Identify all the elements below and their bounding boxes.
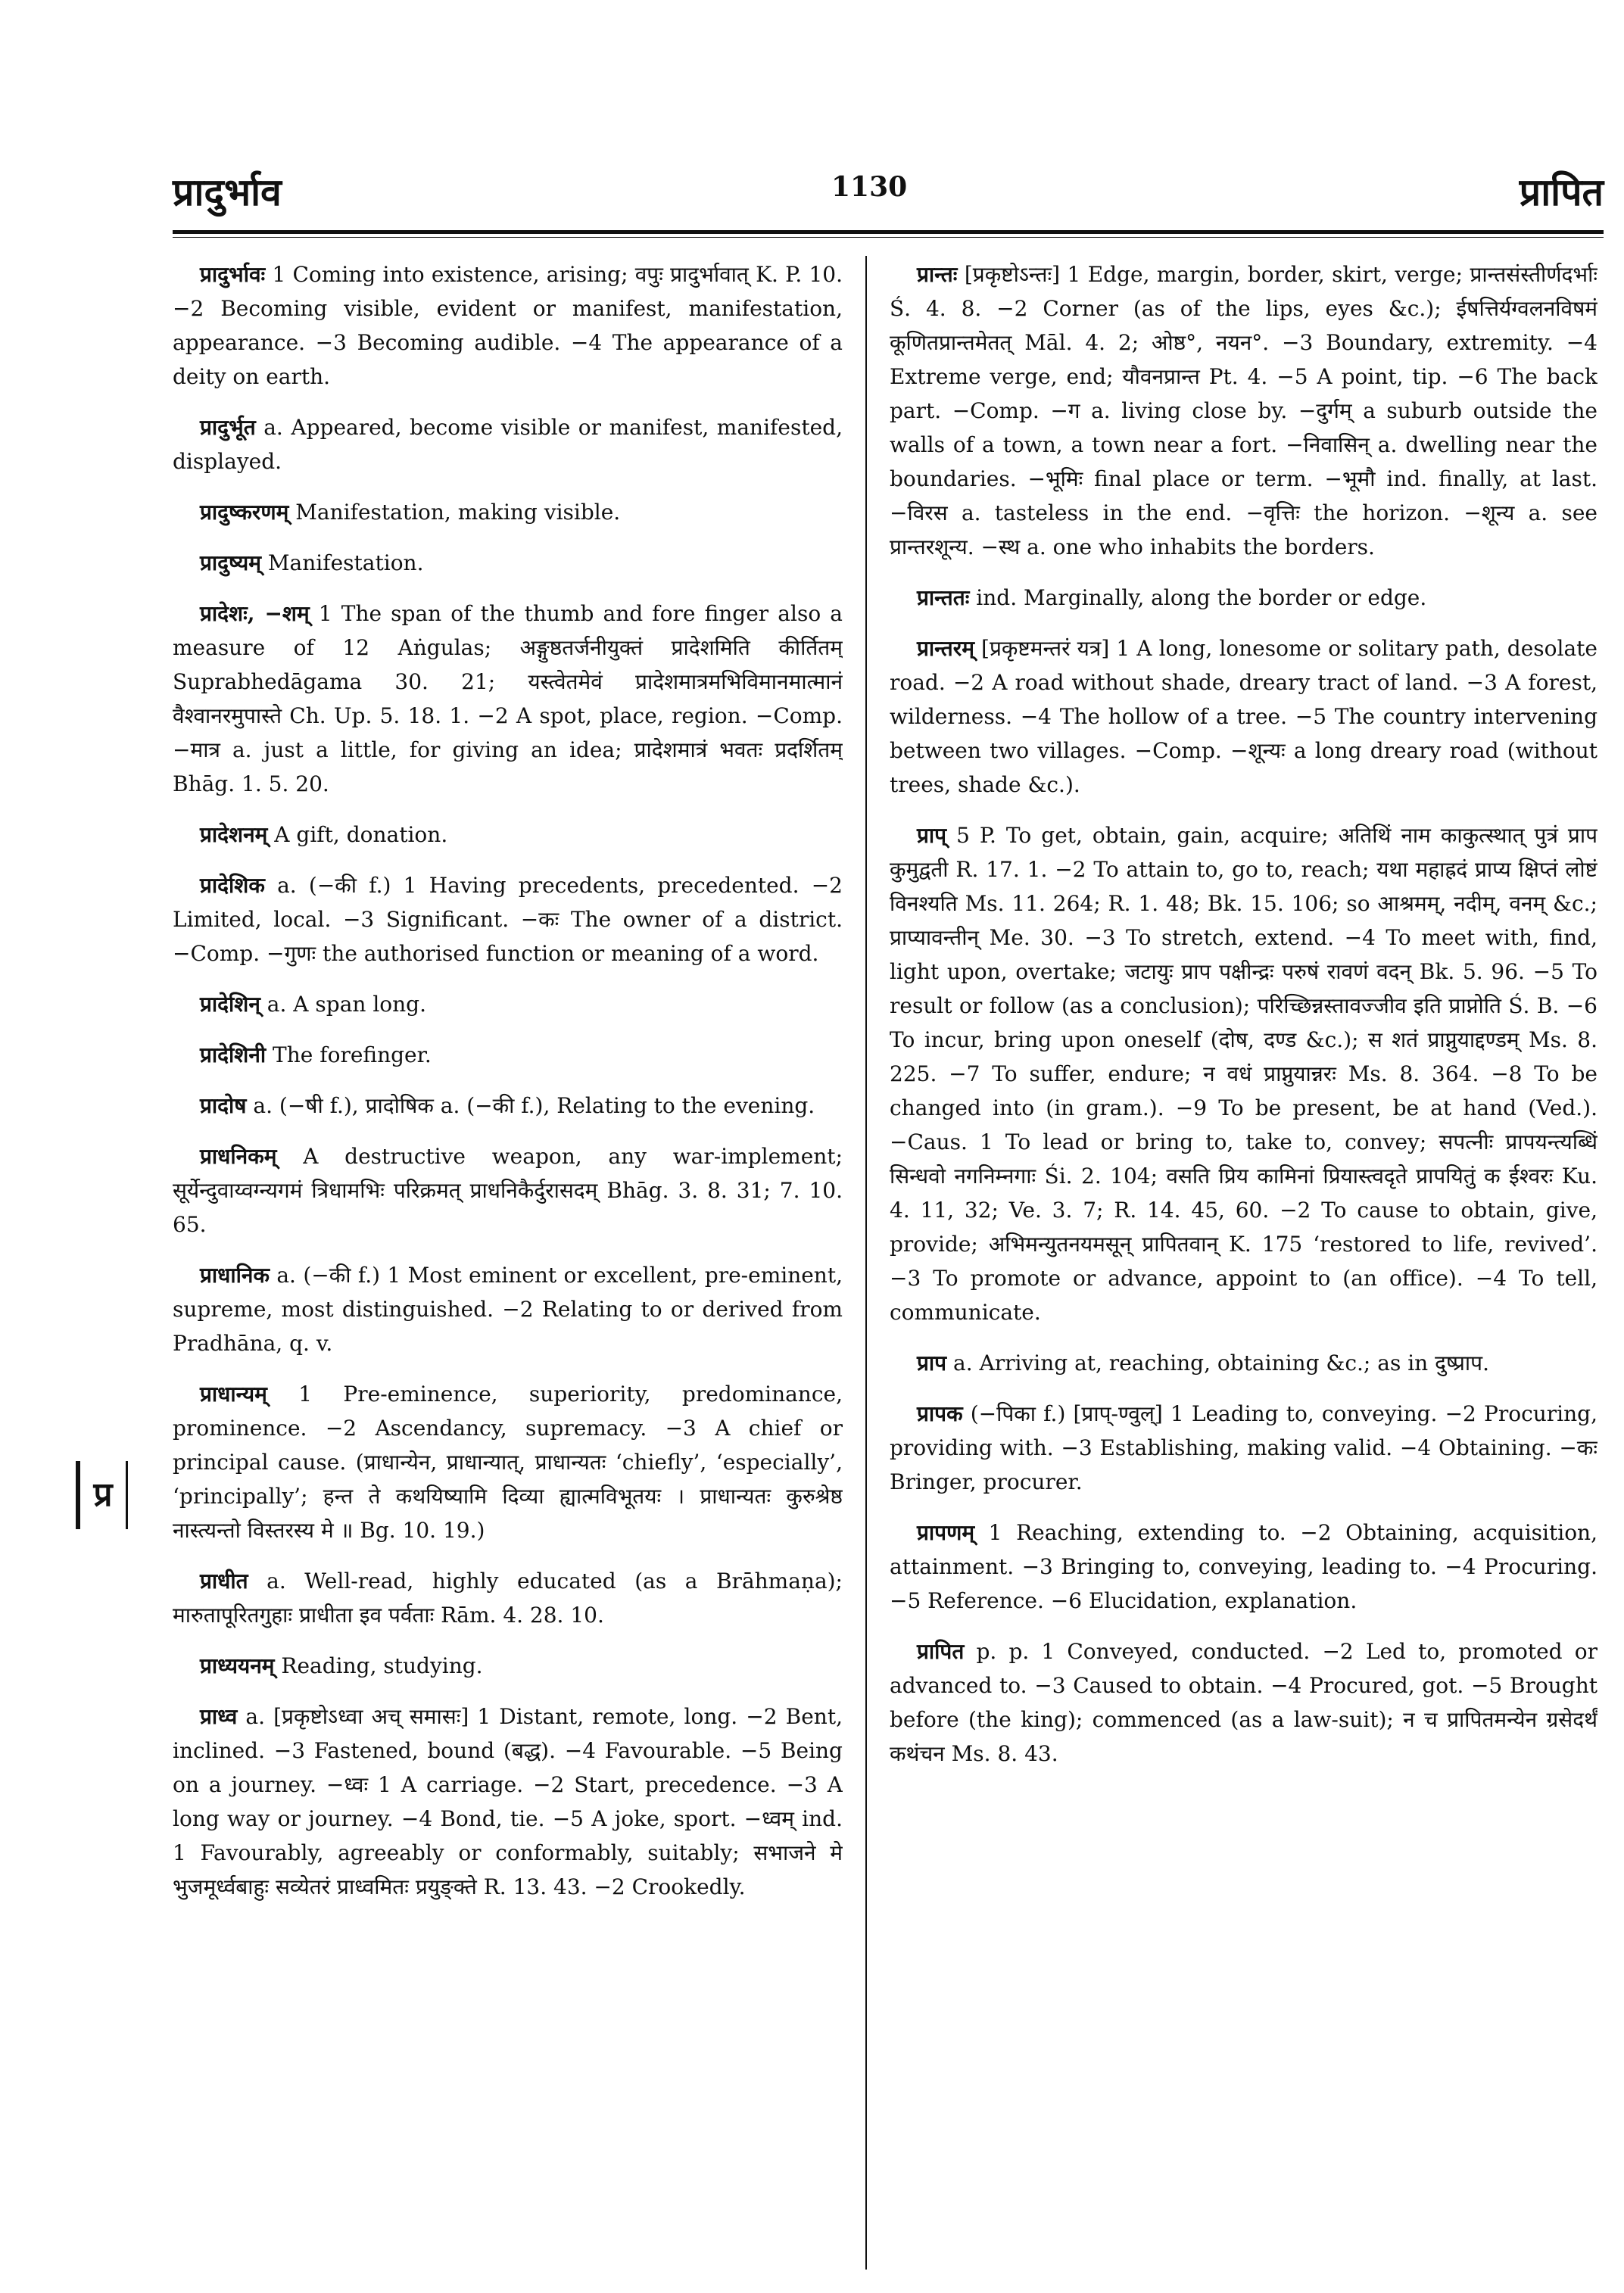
entry-headword: प्रादुष्यम् [200, 550, 261, 575]
right-column [890, 257, 1598, 2271]
dictionary-entry [173, 987, 843, 1021]
dictionary-entry [890, 631, 1598, 802]
entry-headword: प्रादेशः, −शम् [200, 601, 310, 626]
entry-definition: a. A span long. [260, 992, 426, 1017]
entry-headword: प्राधानिक [200, 1263, 270, 1288]
entry-definition: a. (−षी f.), प्रादोषिक a. (−की f.), Relating to the evening. [246, 1093, 815, 1118]
entry-headword: प्राधीत [200, 1569, 248, 1594]
entry-headword: प्रादुर्भावः [200, 262, 266, 287]
dictionary-entry [173, 1089, 843, 1123]
page-number: 1130 [831, 171, 908, 203]
dictionary-entry [890, 1634, 1598, 1771]
dictionary-entry [890, 1516, 1598, 1618]
entry-definition: a. (−की f.) 1 Having precedents, precedented. −2 Limited, local. −3 Significant. −कः The owner of a district. −Comp. −गुणः the authorised function or meaning of a word. [173, 873, 843, 966]
right-running-headword: प्रापित [1519, 170, 1604, 214]
entry-definition: A gift, donation. [267, 822, 448, 847]
entry-headword: प्रादेशनम् [200, 822, 268, 847]
entry-definition: 1 Coming into existence, arising; वपुः प्रादुर्भावात् K. P. 10. −2 Becoming visible, evident or manifest, manifestation, appearance. −3 Becoming audible. −4 The appearance of a deity on earth. [173, 262, 843, 389]
dictionary-entry [173, 1258, 843, 1360]
entry-definition: p. p. 1 Conveyed, conducted. −2 Led to, promoted or advanced to. −3 Caused to obtain. −4 Procured, got. −5 Brought before (the king); commenced (as a law-suit); न च प्रापितमन्येन ग्रसेदर्थं कथंचन Ms. 8. 43. [890, 1639, 1598, 1766]
entry-headword: प्रापित [917, 1639, 965, 1664]
dictionary-entry [173, 546, 843, 580]
entry-definition: a. [प्रकृष्टोऽध्वा अच् समासः] 1 Distant, remote, long. −2 Bent, inclined. −3 Fastened, bound (बद्ध). −4 Favourable. −5 Being on a journey. −ध्वः 1 A carriage. −2 Start, precedence. −3 A long way or journey. −4 Bond, tie. −5 A joke, sport. −ध्वम् ind. 1 Favourably, agreeably or conformably, suitably; सभाजने मे भुजमूर्ध्वबाहुः सव्येतरं प्राध्वमितः प्रयुङ्क्ते R. 13. 43. −2 Crookedly. [173, 1704, 843, 1899]
entry-definition: A destructive weapon, any war-implement; सूर्येन्दुवाय्वग्न्यगमं त्रिधामभिः परिक्रमत् प्राधनिकैर्दुरासदम् Bhāg. 3. 8. 31; 7. 10. 65. [173, 1144, 843, 1237]
left-running-headword: प्रादुर्भाव [173, 170, 282, 214]
entry-definition: 5 P. To get, obtain, gain, acquire; अतिथिं नाम काकुत्स्थात् पुत्रं प्राप कुमुद्वती R. 17. 1. −2 To attain to, go to, reach; यथा महाह्रदं प्राप्य क्षिप्तं लोष्टं विनश्यति Ms. 11. 264; R. 1. 48; Bk. 15. 106; so आश्रमम्, नदीम्, वनम् &c.; प्राप्यावन्तीन् Me. 30. −3 To stretch, extend. −4 To meet with, find, light upon, overtake; जटायुः प्राप पक्षीन्द्रः परुषं रावणं वदन् Bk. 5. 96. −5 To result or follow (as a conclusion); परिच्छिन्नस्तावज्जीव इति प्राप्नोति Ś. B. −6 To incur, bring upon oneself (दोष, दण्ड &c.); स शतं प्राप्नुयाद्दण्डम् Ms. 8. 225. −7 To suffer, endure; न वधं प्राप्नुयान्नरः Ms. 8. 364. −8 To be changed into (in gram.). −9 To be present, be at hand (Ved.). −Caus. 1 To lead or bring to, take to, convey; सपत्नीः प्रापयन्त्यब्धिं सिन्धवो नगनिम्नगाः Śi. 2. 104; वसति प्रिय कामिनां प्रियास्त्वदृते प्रापयितुं क ईश्वरः Ku. 4. 11, 32; Ve. 3. 7; R. 14. 45, 60. −2 To cause to obtain, give, provide; अभिमन्युतनयमसून् प्रापितवान् K. 175 ‘restored to life, revived’. −3 To promote or advance, appoint to (an office). −4 To tell, communicate. [890, 823, 1598, 1325]
entry-definition: (−पिका f.) [प्राप्-ण्वुल्] 1 Leading to, conveying. −2 Procuring, providing with. −3 Establishing, making valid. −4 Obtaining. −कः Bringer, procurer. [890, 1401, 1598, 1494]
dictionary-entry [173, 1699, 843, 1904]
entry-headword: प्रादोष [200, 1093, 247, 1118]
header-rule-thick [173, 230, 1604, 234]
entry-definition: a. (−की f.) 1 Most eminent or excellent, pre-eminent, supreme, most distinguished. −2 Relating to or derived from Pradhāna, q. v. [173, 1263, 843, 1356]
entry-definition: a. Well-read, highly educated (as a Brāhmaṇa); मारुतापूरितगुहाः प्राधीता इव पर्वताः Rām. 4. 28. 10. [173, 1569, 843, 1628]
dictionary-entry [173, 495, 843, 529]
entry-headword: प्रादेशिन् [200, 992, 260, 1017]
entry-definition: 1 The span of the thumb and fore finger also a measure of 12 Aṅgulas; अङ्गुष्ठतर्जनीयुक्तं प्रादेशमिति कीर्तितम् Suprabhedāgama 30. 21; यस्त्वेतमेवं प्रादेशमात्रमभिविमानमात्मानं वैश्वानरमुपास्ते Ch. Up. 5. 18. 1. −2 A spot, place, region. −Comp. −मात्र a. just a little, for giving an idea; प्रादेशमात्रं भवतः प्रदर्शितम् Bhāg. 1. 5. 20. [173, 601, 843, 796]
entry-definition: [प्रकृष्टमन्तरं यत्र] 1 A long, lonesome or solitary path, desolate road. −2 A road without shade, dreary tract of land. −3 A forest, wilderness. −4 The hollow of a tree. −5 The country intervening between two villages. −Comp. −शून्यः a long dreary road (without trees, shade &c.). [890, 636, 1598, 797]
entry-definition: Reading, studying. [274, 1653, 483, 1678]
entry-headword: प्रादुर्भूत [200, 415, 256, 440]
entry-definition: 1 Pre-eminence, superiority, predominance, prominence. −2 Ascendancy, supremacy. −3 A chief or principal cause. (प्राधान्येन, प्राधान्यात्, प्राधान्यतः ‘chiefly’, ‘especially’, ‘principally’; हन्त ते कथयिष्यामि दिव्या ह्यात्मविभूतयः । प्राधान्यतः कुरुश्रेष्ठ नास्त्यन्तो विस्तरस्य मे ॥ Bg. 10. 19.) [173, 1382, 843, 1543]
page-header [173, 165, 1604, 226]
dictionary-entry [173, 1649, 843, 1683]
entry-headword: प्रापक [917, 1401, 963, 1426]
entry-headword: प्रान्तरम् [917, 636, 974, 661]
entry-headword: प्रादेशिनी [200, 1042, 267, 1067]
dictionary-entry [173, 1038, 843, 1072]
dictionary-entry [173, 868, 843, 970]
entry-headword: प्राप [917, 1351, 947, 1375]
entry-headword: प्रान्तः [917, 262, 958, 287]
entry-definition: Manifestation. [260, 550, 424, 575]
dictionary-entry [890, 581, 1598, 615]
thumb-index-tab [76, 1461, 128, 1529]
dictionary-entry [173, 257, 843, 394]
entry-headword: प्राप् [917, 823, 947, 848]
dictionary-entry [890, 1346, 1598, 1380]
entry-definition: ind. Marginally, along the border or edge. [969, 585, 1427, 610]
dictionary-entry [173, 410, 843, 478]
entry-headword: प्रापणम् [917, 1520, 975, 1545]
entry-headword: प्राध्व [200, 1704, 238, 1729]
entry-definition: Manifestation, making visible. [288, 500, 621, 525]
dictionary-entry [173, 1377, 843, 1547]
entry-headword: प्राधान्यम् [200, 1382, 267, 1407]
thumb-index-label: प्र [93, 1475, 113, 1514]
entry-headword: प्राधनिकम् [200, 1144, 277, 1169]
dictionary-entry [890, 257, 1598, 564]
left-column [173, 257, 843, 2271]
dictionary-entry [173, 818, 843, 852]
dictionary-entry [890, 818, 1598, 1329]
column-divider [865, 256, 867, 2270]
entry-definition: The forefinger. [266, 1042, 432, 1067]
entry-definition: a. Arriving at, reaching, obtaining &c.; as in दुष्प्राप. [946, 1351, 1489, 1375]
entry-definition: [प्रकृष्टोऽन्तः] 1 Edge, margin, border, skirt, verge; प्रान्तसंस्तीर्णदर्भाः Ś. 4. 8. −2 Corner (as of the lips, eyes &c.); ईषत्तिर्यग्वलनविषमं कूणितप्रान्तमेतत् Māl. 4. 2; ओष्ठ°, नयन°. −3 Boundary, extremity. −4 Extreme verge, end; यौवनप्रान्त Pt. 4. −5 A point, tip. −6 The back part. −Comp. −ग a. living close by. −दुर्गम् a suburb outside the walls of a town, a town near a fort. −निवासिन् a. dwelling near the boundaries. −भूमिः final place or term. −भूमौ ind. finally, at last. −विरस a. tasteless in the end. −वृत्तिः the horizon. −शून्य a. see प्रान्तरशून्य. −स्थ a. one who inhabits the borders. [890, 262, 1598, 559]
entry-headword: प्रादेशिक [200, 873, 265, 898]
dictionary-entry [173, 597, 843, 801]
entry-definition: a. Appeared, become visible or manifest, manifested, displayed. [173, 415, 843, 474]
dictionary-entry [890, 1397, 1598, 1499]
dictionary-entry [173, 1564, 843, 1632]
entry-definition: 1 Reaching, extending to. −2 Obtaining, acquisition, attainment. −3 Bringing to, conveying, leading to. −4 Procuring. −5 Reference. −6 Elucidation, explanation. [890, 1520, 1598, 1613]
entry-headword: प्रान्ततः [917, 585, 970, 610]
header-rule-thin [173, 237, 1604, 238]
dictionary-entry [173, 1139, 843, 1242]
entry-headword: प्रादुष्करणम् [200, 500, 289, 525]
entry-headword: प्राध्ययनम् [200, 1653, 275, 1678]
